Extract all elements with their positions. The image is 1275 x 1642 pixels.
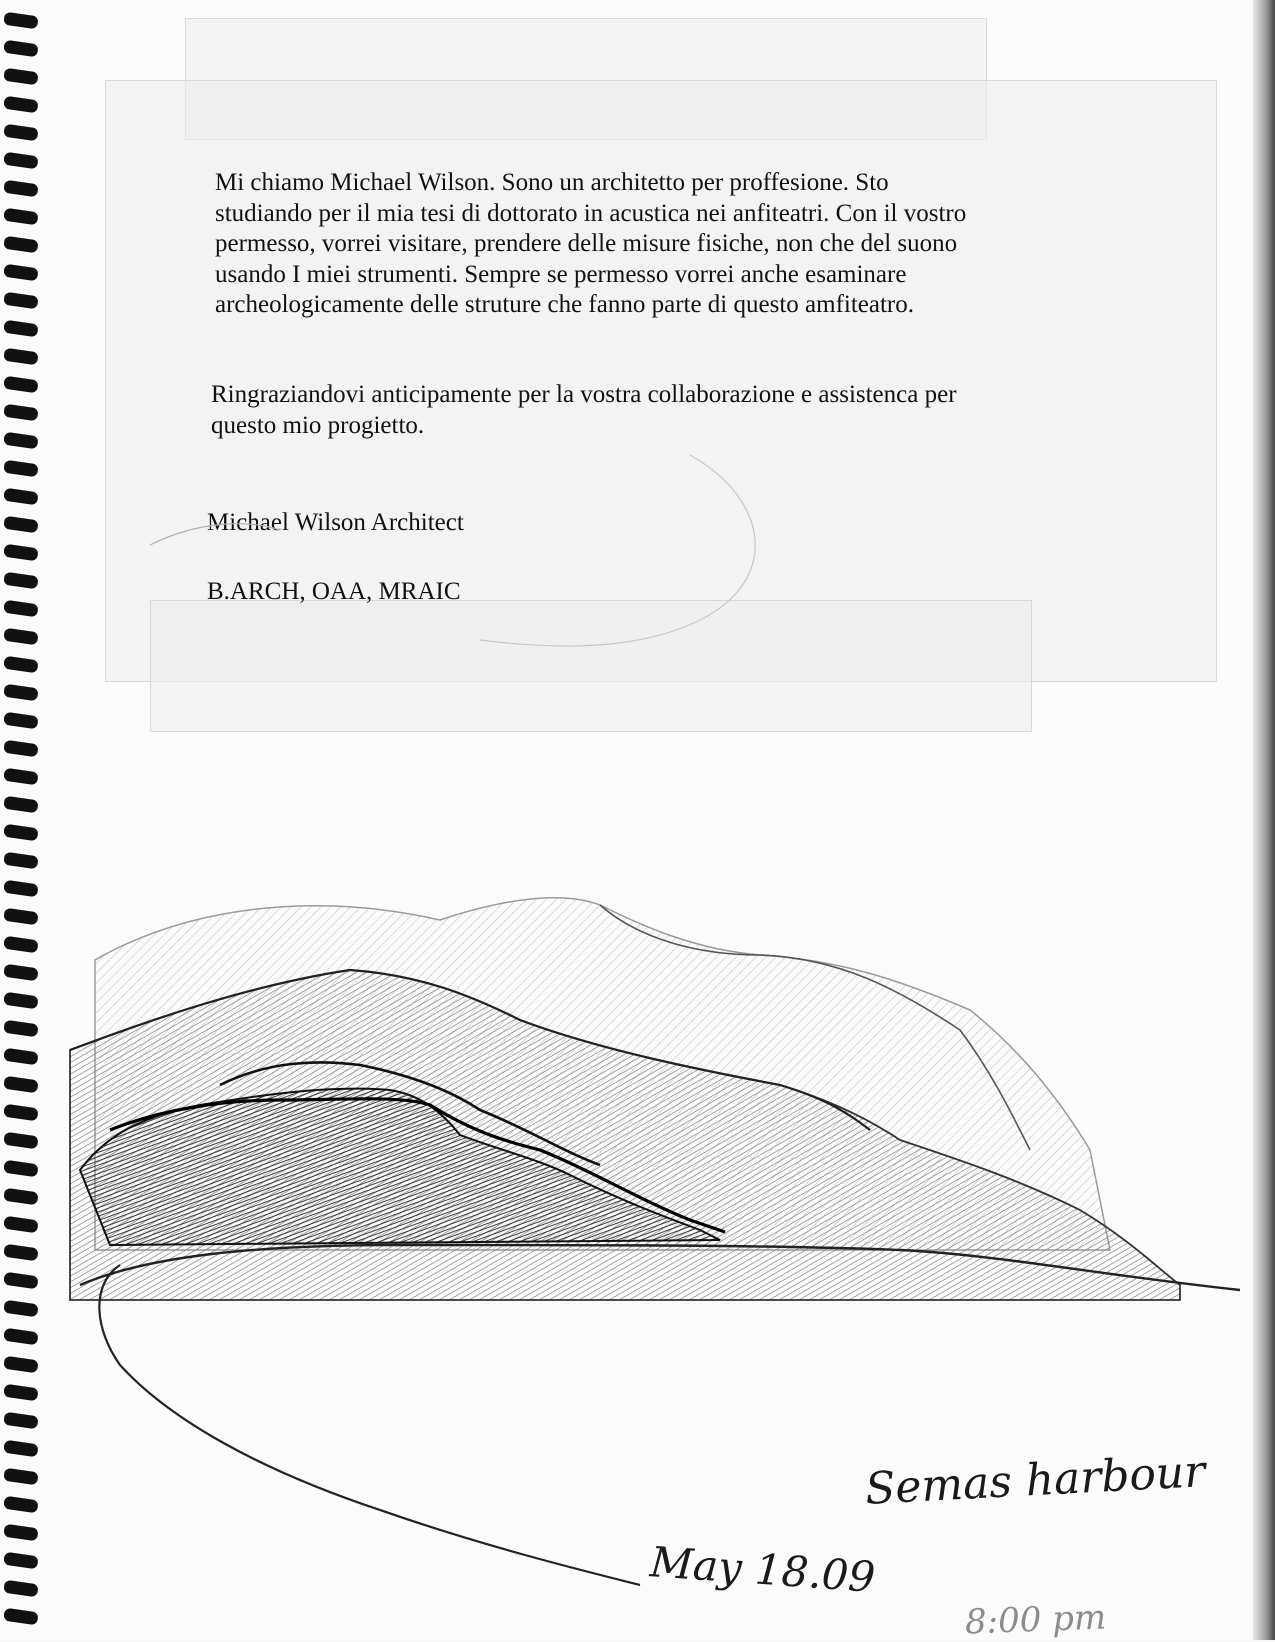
spiral-coil [3, 376, 38, 394]
spiral-coil [3, 1244, 38, 1262]
spiral-coil [3, 460, 38, 478]
letter-line: questo mio progietto. [211, 411, 425, 439]
spiral-coil [3, 1384, 38, 1402]
letter-line: usando I miei strumenti. Sempre se permesso vorrei anche esaminare [215, 260, 907, 288]
spiral-coil [3, 740, 38, 758]
spiral-coil [3, 96, 38, 114]
spiral-coil [3, 1468, 38, 1486]
spiral-coil [3, 1188, 38, 1206]
spiral-coil [3, 292, 38, 310]
spiral-coil [3, 600, 38, 618]
spiral-coil [3, 1076, 38, 1094]
near-hill [80, 1089, 720, 1245]
signature-credentials: B.ARCH, OAA, MRAIC [207, 578, 461, 605]
spiral-coil [3, 68, 38, 86]
middle-ridge [70, 970, 1180, 1300]
spiral-coil [3, 12, 38, 30]
spiral-coil [3, 1104, 38, 1122]
spiral-coil [3, 908, 38, 926]
spiral-coil [3, 1356, 38, 1374]
spiral-coil [3, 320, 38, 338]
handwritten-time: 8:00 pm [964, 1597, 1107, 1642]
spiral-coil [3, 964, 38, 982]
spiral-coil [3, 712, 38, 730]
letter-line: permesso, vorrei visitare, prendere delle misure fisiche, non che del suono [215, 230, 958, 257]
letter-paragraph-thanks [211, 380, 1131, 441]
spiral-coil [3, 1048, 38, 1066]
letter-line: studiando per il mia tesi di dottorato in acustica nei anfiteatri. Con il vostro [215, 199, 967, 227]
spiral-coil [3, 1300, 38, 1318]
spiral-coil [3, 516, 38, 534]
spiral-coil [3, 1608, 38, 1626]
spiral-coil [3, 1552, 38, 1570]
spiral-coil [3, 1272, 38, 1290]
spiral-binding [0, 0, 46, 1640]
handwritten-date: May 18.09 [648, 1537, 877, 1602]
spiral-coil [3, 1580, 38, 1598]
spiral-coil [3, 544, 38, 562]
spiral-coil [3, 152, 38, 170]
spiral-coil [3, 936, 38, 954]
spiral-coil [3, 1328, 38, 1346]
letter-line: Mi chiamo Michael Wilson. Sono un architetto per proffesione. Sto [215, 169, 889, 196]
spiral-coil [3, 852, 38, 870]
letter-line: archeologicamente delle struture che fanno parte di questo amfiteatro. [215, 291, 914, 318]
shoreline-curve [99, 1265, 640, 1585]
signature-name: Michael Wilson Architect [207, 509, 464, 536]
spiral-coil [3, 880, 38, 898]
handwritten-location: Semas harbour [863, 1446, 1207, 1515]
spiral-coil [3, 180, 38, 198]
letter-line: Ringraziandovi anticipamente per la vostra collaborazione e assistenca per [211, 381, 957, 408]
near-hill-upper [220, 1062, 600, 1165]
spiral-coil [3, 488, 38, 506]
spiral-coil [3, 824, 38, 842]
spiral-coil [3, 656, 38, 674]
spiral-coil [3, 768, 38, 786]
spiral-coil [3, 236, 38, 254]
spiral-coil [3, 1496, 38, 1514]
spiral-coil [3, 684, 38, 702]
far-hills [95, 898, 1110, 1250]
spiral-coil [3, 1524, 38, 1542]
spiral-coil [3, 1132, 38, 1150]
spiral-coil [3, 992, 38, 1010]
spiral-coil [3, 208, 38, 226]
spiral-coil [3, 1020, 38, 1038]
page-edge-shadow [1253, 0, 1275, 1640]
middle-ridge-line [70, 970, 870, 1130]
letter-paragraph-intro [215, 168, 1135, 321]
spiral-coil [3, 796, 38, 814]
far-hills-ridge [600, 905, 1030, 1150]
waterline [80, 1245, 1240, 1290]
spiral-coil [3, 628, 38, 646]
spiral-coil [3, 124, 38, 142]
tape-strip-bottom [150, 600, 1032, 732]
spiral-coil [3, 40, 38, 58]
spiral-coil [3, 432, 38, 450]
spiral-coil [3, 1412, 38, 1430]
spiral-coil [3, 404, 38, 422]
spiral-coil [3, 1440, 38, 1458]
spiral-coil [3, 1160, 38, 1178]
spiral-coil [3, 1216, 38, 1234]
spiral-coil [3, 264, 38, 282]
spiral-coil [3, 572, 38, 590]
spiral-coil [3, 348, 38, 366]
near-hill-ridge [110, 1099, 725, 1232]
